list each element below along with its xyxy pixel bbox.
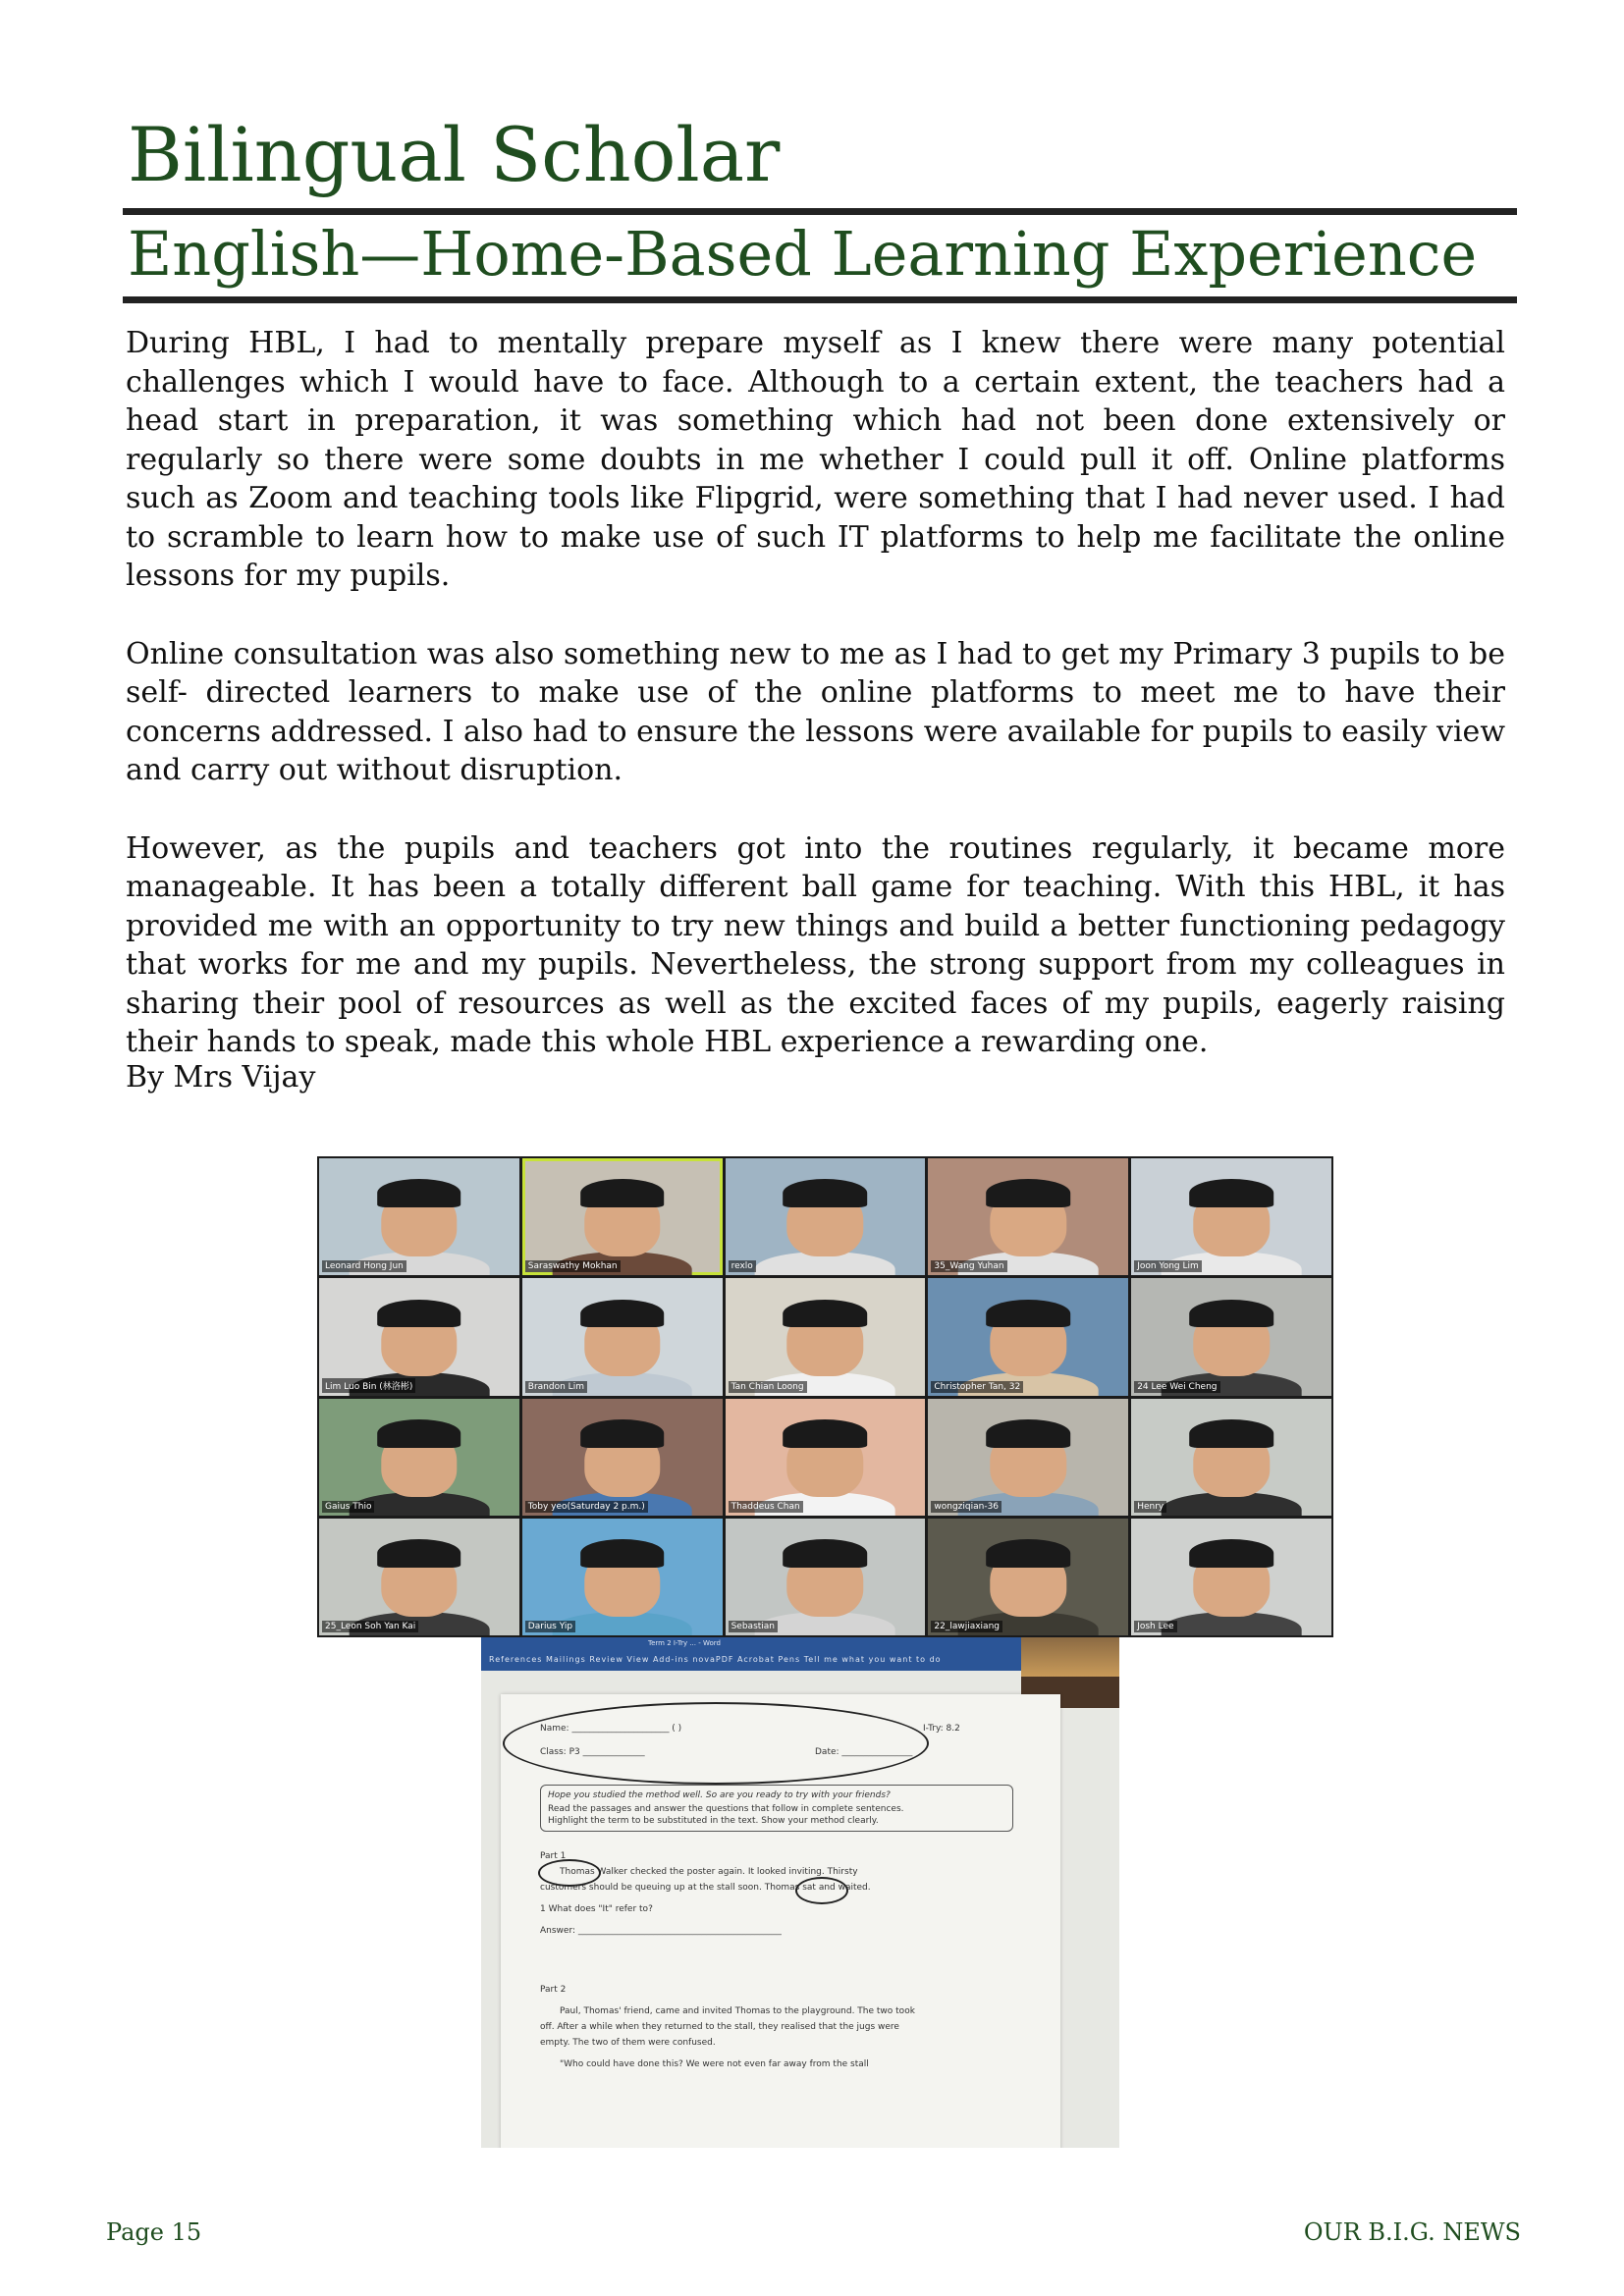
section-subtitle: English—Home-Based Learning Experience [128, 218, 1478, 290]
participant-hair [784, 1419, 868, 1448]
participant-name: 24 Lee Wei Cheng [1134, 1381, 1219, 1393]
author-byline: By Mrs Vijay [126, 1060, 316, 1095]
participant-name: Henry [1134, 1501, 1166, 1513]
video-tile [928, 1278, 1128, 1395]
video-tile [522, 1158, 723, 1275]
participant-hair [986, 1179, 1070, 1207]
participant-name: Thaddeus Chan [729, 1501, 803, 1513]
part-2-label: Part 2 [540, 1985, 567, 1995]
paragraph-2: Online consultation was also something new to me as I had to get my Primary 3 pupils to be self- directed learners to make use of the online platforms to meet me to have their concerns addressed. I also had to ensure the lessons were available for pupils to easily view and carry out without disruption. [126, 636, 1505, 787]
video-tile [319, 1278, 519, 1395]
passage-2-line-1: Paul, Thomas' friend, came and invited Thomas to the playground. The two took [560, 2006, 915, 2016]
article-body [126, 324, 1505, 1101]
video-tile [1131, 1158, 1331, 1275]
participant-hair [784, 1539, 868, 1568]
participant-hair [377, 1419, 461, 1448]
instruction-line-1: Hope you studied the method well. So are you ready to try with your friends? [548, 1790, 891, 1800]
passage-1-line-2: customers should be queuing up at the stall soon. Thomas sat and waited. [540, 1883, 871, 1893]
itry-label: I-Try: 8.2 [923, 1724, 960, 1734]
paragraph-1: During HBL, I had to mentally prepare myself as I knew there were many potential challenges which I would have to face. Although to a certain extent, the teachers had a head start in preparation, it was something which had not been done extensively or regularly so there were some doubts in me whether I could pull it off. Online platforms such as Zoom and teaching tools like Flipgrid, were something that I had never used. I had to scramble to learn how to make use of such IT platforms to help me facilitate the online lessons for my pupils. [126, 326, 1505, 593]
participant-name: rexlo [729, 1260, 756, 1272]
paragraph-3: However, as the pupils and teachers got into the routines regularly, it became more manageable. It has been a totally different ball game for teaching. With this HBL, it has provided me with an opportunity to try new things and build a better functioning pedagogy that works for me and my pupils. Nevertheless, the strong support from my colleagues in sharing their pool of resources as well as the excited faces of my pupils, eagerly raising their hands to speak, made this whole HBL experience a rewarding one. [126, 830, 1505, 1059]
participant-hair [580, 1300, 665, 1328]
participant-name: wongziqian-36 [931, 1501, 1001, 1513]
zoom-gallery-photo [317, 1156, 1333, 1637]
pen-annotation-circle [538, 1859, 601, 1887]
passage-2-line-3: empty. The two of them were confused. [540, 2038, 716, 2048]
participant-hair [377, 1179, 461, 1207]
word-titlebar: Term 2 I-Try ... - Word [648, 1639, 721, 1647]
participant-hair [986, 1300, 1070, 1328]
participant-hair [580, 1539, 665, 1568]
worksheet-page [501, 1694, 1060, 2148]
question-1: 1 What does "It" refer to? [540, 1904, 653, 1914]
participant-hair [580, 1179, 665, 1207]
participant-name: Josh Lee [1134, 1621, 1176, 1632]
video-tile [319, 1158, 519, 1275]
pen-annotation-oval [503, 1702, 929, 1785]
video-tile [1131, 1519, 1331, 1635]
video-tile [1131, 1278, 1331, 1395]
passage-1-line-1: Thomas Walker checked the poster again. It looked inviting. Thirsty [560, 1867, 858, 1877]
participant-hair [986, 1419, 1070, 1448]
page-number: Page 15 [106, 2218, 202, 2246]
participant-name: Tan Chian Loong [729, 1381, 807, 1393]
video-tile [319, 1519, 519, 1635]
participant-hair [986, 1539, 1070, 1568]
participant-hair [377, 1539, 461, 1568]
participant-name: 35_Wang Yuhan [931, 1260, 1006, 1272]
participant-name: Christopher Tan, 32 [931, 1381, 1023, 1393]
instruction-line-3: Highlight the term to be substituted in the text. Show your method clearly. [548, 1816, 879, 1826]
participant-hair [1189, 1539, 1273, 1568]
video-tile [522, 1278, 723, 1395]
video-tile [928, 1158, 1128, 1275]
video-tile [928, 1399, 1128, 1516]
participant-name: Leonard Hong Jun [322, 1260, 406, 1272]
video-tile [928, 1519, 1128, 1635]
video-tile [726, 1278, 926, 1395]
participant-name: Darius Yip [525, 1621, 575, 1632]
video-tile [522, 1399, 723, 1516]
page-title: Bilingual Scholar [128, 111, 781, 198]
participant-hair [580, 1419, 665, 1448]
participant-hair [784, 1179, 868, 1207]
answer-line: Answer: ______________________________________________ [540, 1926, 782, 1936]
participant-name: 25_Leon Soh Yan Kai [322, 1621, 418, 1632]
participant-name: Saraswathy Mokhan [525, 1260, 621, 1272]
participant-hair [1189, 1300, 1273, 1328]
class-field-label: Class: P3 ______________ [540, 1747, 645, 1757]
subtitle-rule [123, 296, 1517, 303]
participant-name: Gaius Thio [322, 1501, 374, 1513]
video-tile [522, 1519, 723, 1635]
participant-name: Lim Luo Bin (林洛彬) [322, 1378, 415, 1393]
pen-annotation-circle [795, 1877, 848, 1904]
participant-hair [1189, 1179, 1273, 1207]
video-tile [726, 1158, 926, 1275]
publication-name: OUR B.I.G. NEWS [1303, 2218, 1521, 2246]
participant-name: Joon Yong Lim [1134, 1260, 1202, 1272]
participant-name: Brandon Lim [525, 1381, 587, 1393]
participant-name: Toby yeo(Saturday 2 p.m.) [525, 1501, 648, 1513]
date-field-label: Date: ________________ [815, 1747, 913, 1757]
title-rule [123, 208, 1517, 215]
passage-2-line-4: "Who could have done this? We were not even far away from the stall [560, 2059, 869, 2069]
video-tile [319, 1399, 519, 1516]
participant-hair [784, 1300, 868, 1328]
video-tile [1131, 1399, 1331, 1516]
participant-name: Sebastian [729, 1621, 778, 1632]
instruction-line-2: Read the passages and answer the questions that follow in complete sentences. [548, 1804, 904, 1814]
name-field-label: Name: ______________________ ( ) [540, 1724, 682, 1734]
worksheet-screenshot-photo [481, 1637, 1119, 2148]
participant-hair [1189, 1419, 1273, 1448]
word-tabs: References Mailings Review View Add-ins novaPDF Acrobat Pens Tell me what you want to do [489, 1655, 942, 1664]
participant-hair [377, 1300, 461, 1328]
part-1-label: Part 1 [540, 1851, 567, 1861]
video-tile [726, 1519, 926, 1635]
video-tile [726, 1399, 926, 1516]
participant-name: 22_lawjiaxiang [931, 1621, 1002, 1632]
passage-2-line-2: off. After a while when they returned to the stall, they realised that the jugs were [540, 2022, 899, 2032]
